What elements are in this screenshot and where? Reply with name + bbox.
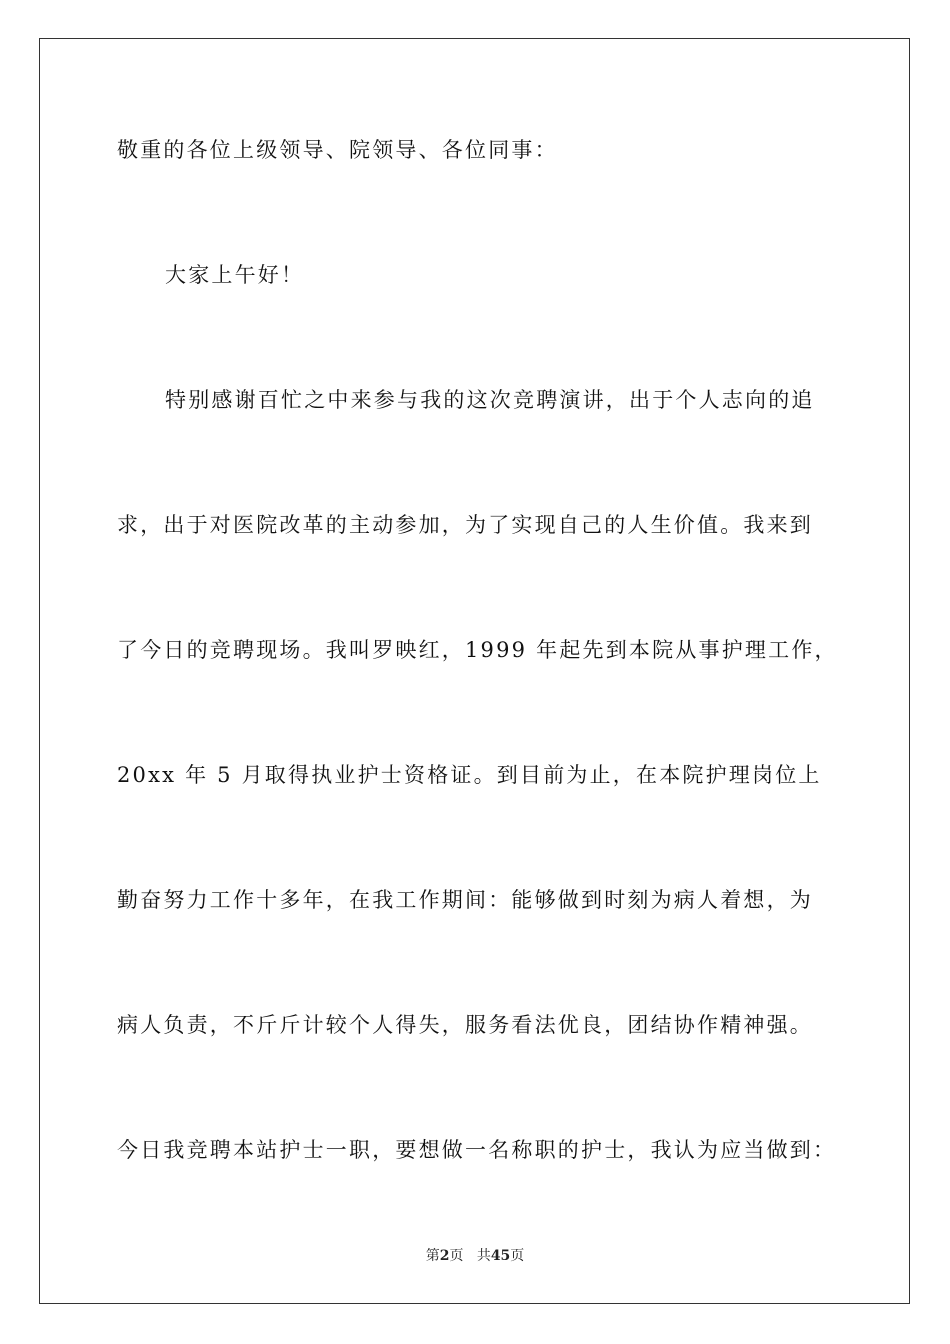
page-prefix: 第 xyxy=(425,1248,440,1264)
body-text-line: 20xx 年 5 月取得执业护士资格证。到目前为止，在本院护理岗位上 xyxy=(117,763,822,787)
body-text-line: 特别感谢百忙之中来参与我的这次竞聘演讲，出于个人志向的追 xyxy=(165,388,815,412)
body-text-line: 勤奋努力工作十多年，在我工作期间：能够做到时刻为病人着想，为 xyxy=(117,888,813,912)
body-text-line: 病人负责，不斤斤计较个人得失，服务看法优良，团结协作精神强。 xyxy=(117,1013,813,1037)
greeting-line: 大家上午好！ xyxy=(165,263,305,287)
page-footer xyxy=(0,1247,950,1265)
salutation-line: 敬重的各位上级领导、院领导、各位同事： xyxy=(117,138,558,162)
page-border xyxy=(39,38,910,1304)
total-prefix: 共 xyxy=(476,1248,491,1264)
body-text-line: 了今日的竞聘现场。我叫罗映红，1999 年起先到本院从事护理工作， xyxy=(117,638,838,662)
page-suffix: 页 xyxy=(449,1248,464,1264)
current-page-number: 2 xyxy=(439,1248,450,1264)
total-suffix: 页 xyxy=(510,1248,525,1264)
body-text-line: 今日我竞聘本站护士一职，要想做一名称职的护士，我认为应当做到： xyxy=(117,1138,837,1162)
total-pages-number: 45 xyxy=(490,1248,511,1264)
body-text-line: 求，出于对医院改革的主动参加，为了实现自己的人生价值。我来到 xyxy=(117,513,813,537)
